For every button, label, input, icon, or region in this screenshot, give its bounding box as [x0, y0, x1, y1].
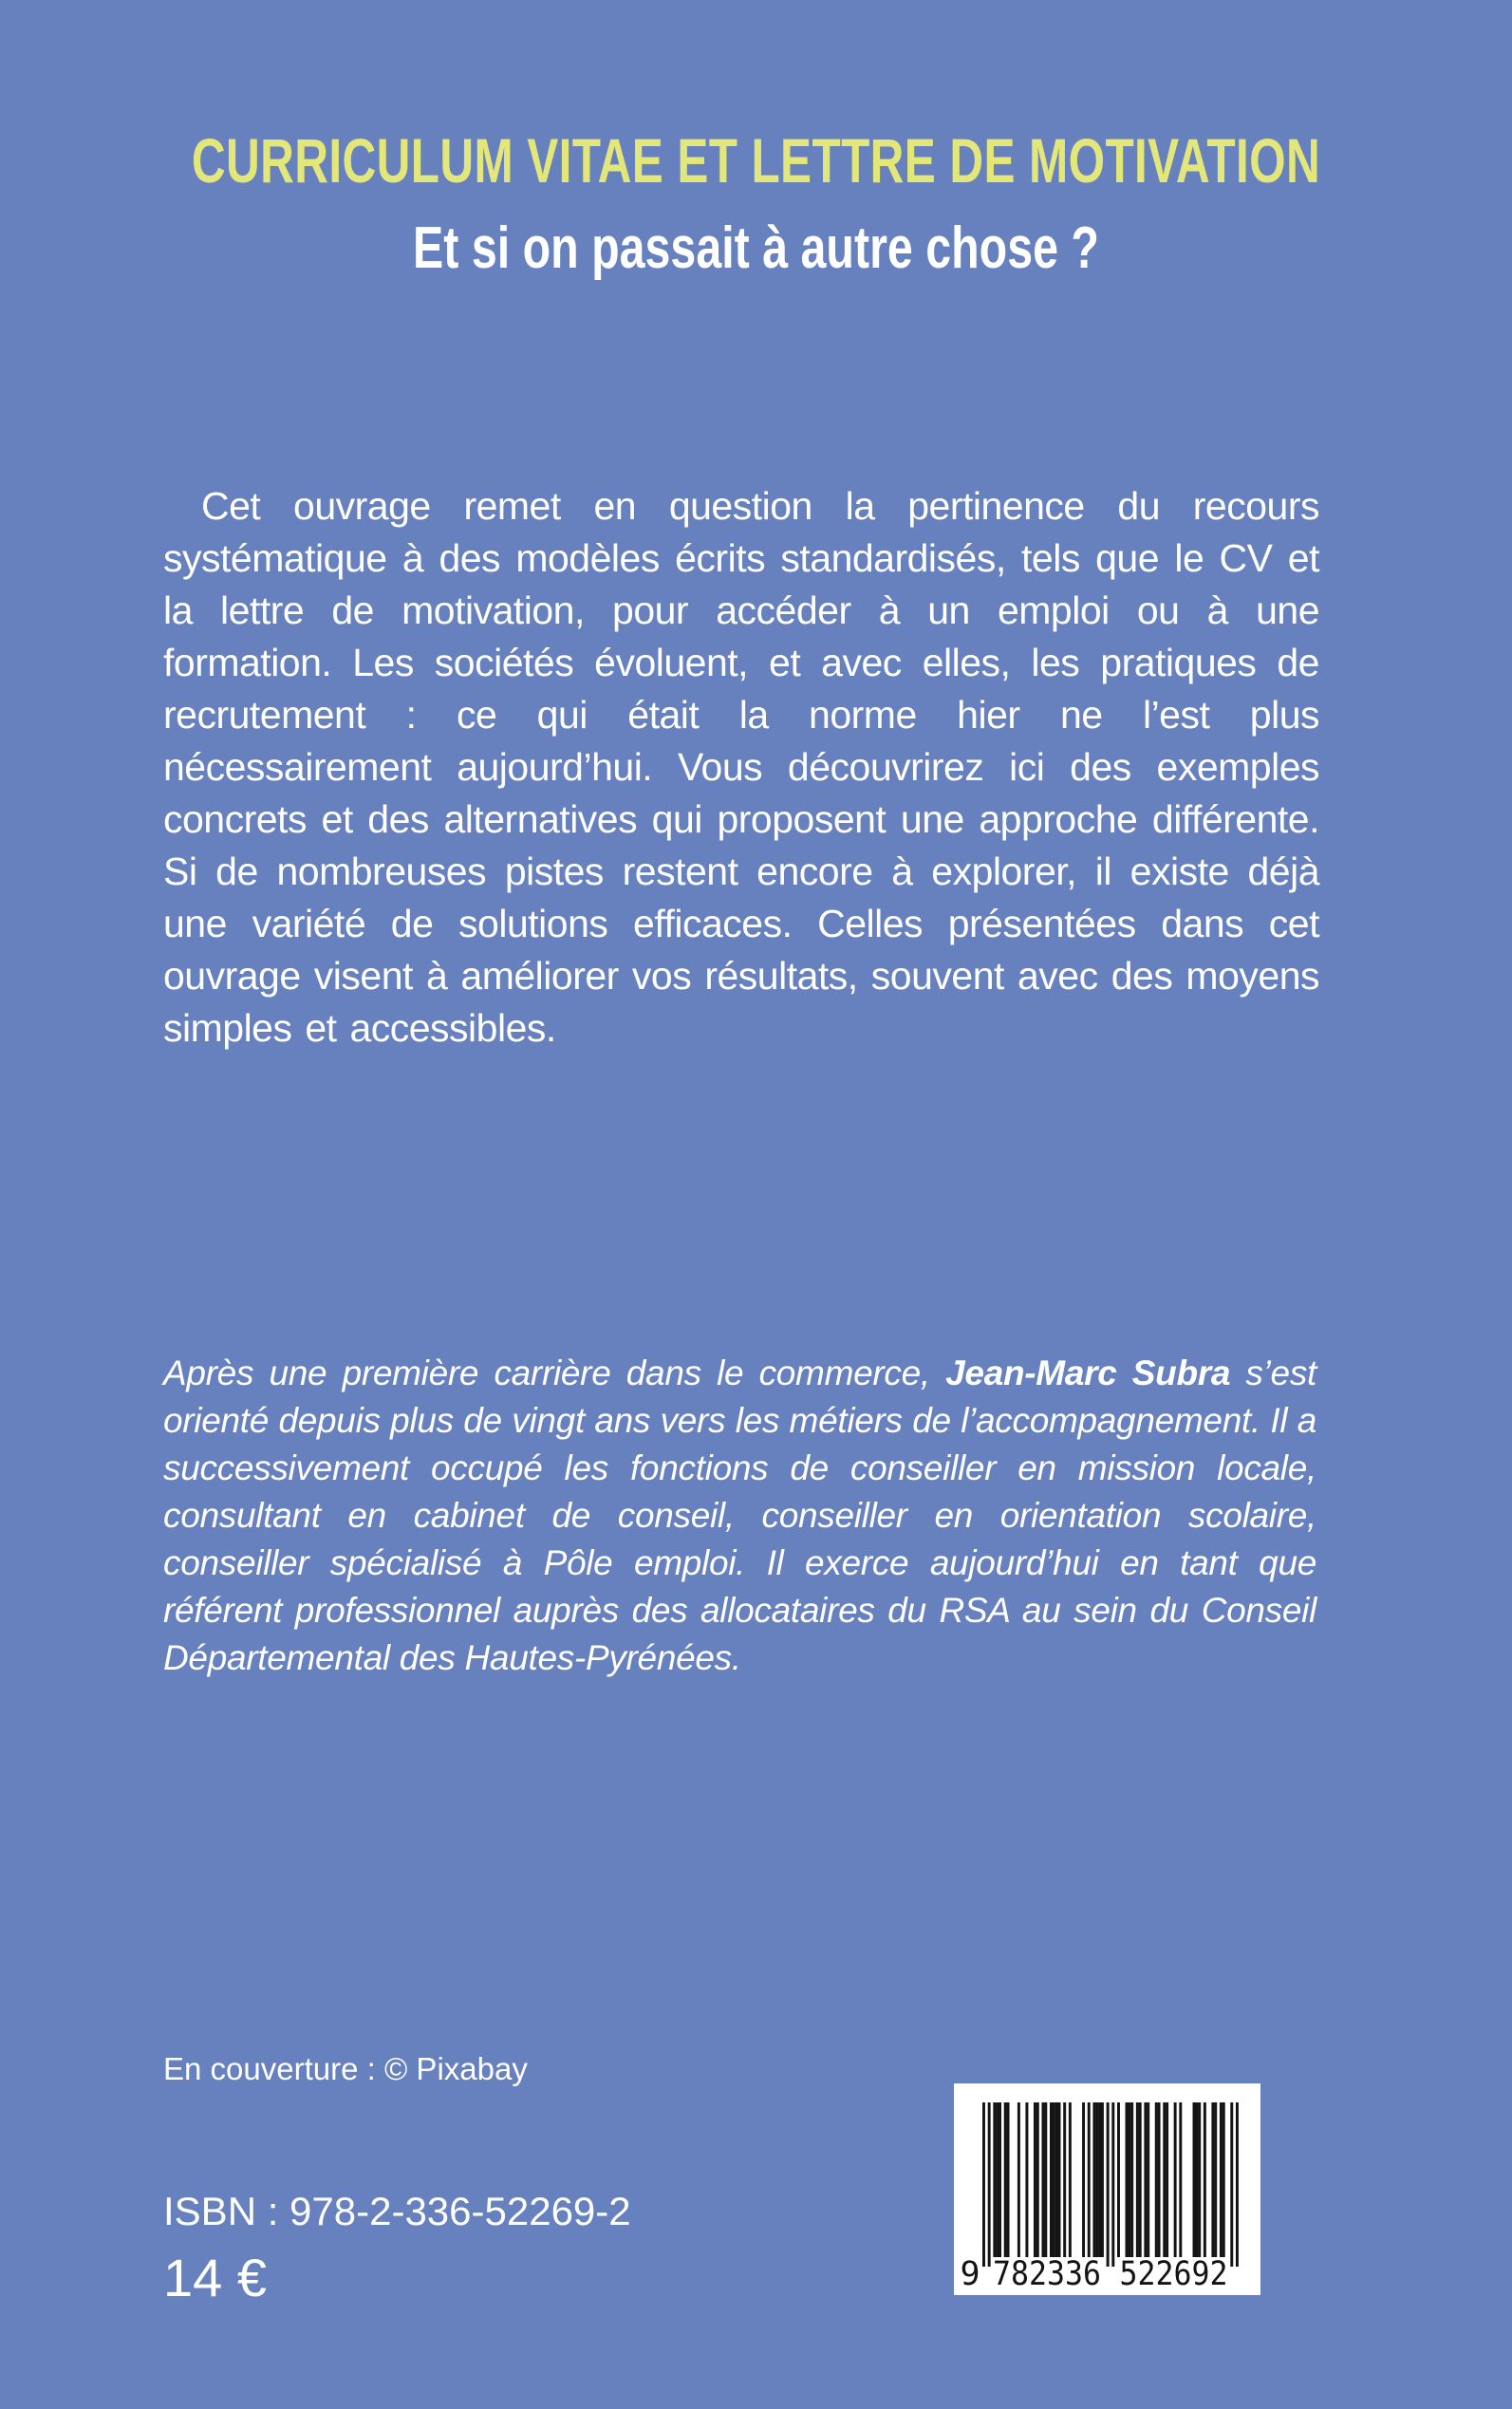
synopsis-paragraph: Cet ouvrage remet en question la pertinence du recours systématique à des modèles écrits standardisés, tels que le CV et la lettre de motivation, pour accéder à un emploi ou à une formation. Les sociétés évoluent, et avec elles, les pratiques de recrutement : ce qui était la norme hier ne l’est plus nécessairement aujourd’hui. Vous découvrirez ici des exemples concrets et des alternatives qui proposent une approche différente. Si de nombreuses pistes restent encore à explorer, il existe déjà une variété de solutions efficaces. Celles présentées dans cet ouvrage visent à améliorer vos résultats, souvent avec des moyens simples et accessibles.	[163, 484, 1319, 1050]
ean13-barcode-graphic	[954, 2083, 1260, 2295]
svg-text:522692: 522692	[1119, 2255, 1228, 2293]
isbn-number: ISBN : 978-2-336-52269-2	[163, 2189, 631, 2233]
author-bio-paragraph	[163, 1350, 1316, 1682]
book-subtitle: Et si on passait à autre chose ?	[413, 215, 1099, 281]
svg-text:782336: 782336	[993, 2255, 1101, 2293]
book-title: CURRICULUM VITAE ET LETTRE DE MOTIVATION	[191, 125, 1321, 196]
author-name: Jean-Marc Subra	[945, 1354, 1231, 1392]
price-label: 14 €	[163, 2248, 267, 2307]
cover-photo-credit: En couverture : © Pixabay	[163, 2051, 528, 2086]
svg-text:9: 9	[960, 2255, 980, 2293]
barcode	[954, 2083, 1260, 2295]
bio-text-before: Après une première carrière dans le commerce,	[163, 1354, 946, 1392]
bio-text-after: s’est orienté depuis plus de vingt ans vers les métiers de l’accompagnement. Il a successivement occupé les fonctions de conseiller en mission locale, consultant en cabinet de conseil, conseiller en orientation scolaire, conseiller spécialisé à Pôle emploi. Il exerce aujourd’hui en tant que référent professionnel auprès des allocataires du RSA au sein du Conseil Départemental des Hautes-Pyrénées.	[163, 1354, 1317, 1677]
